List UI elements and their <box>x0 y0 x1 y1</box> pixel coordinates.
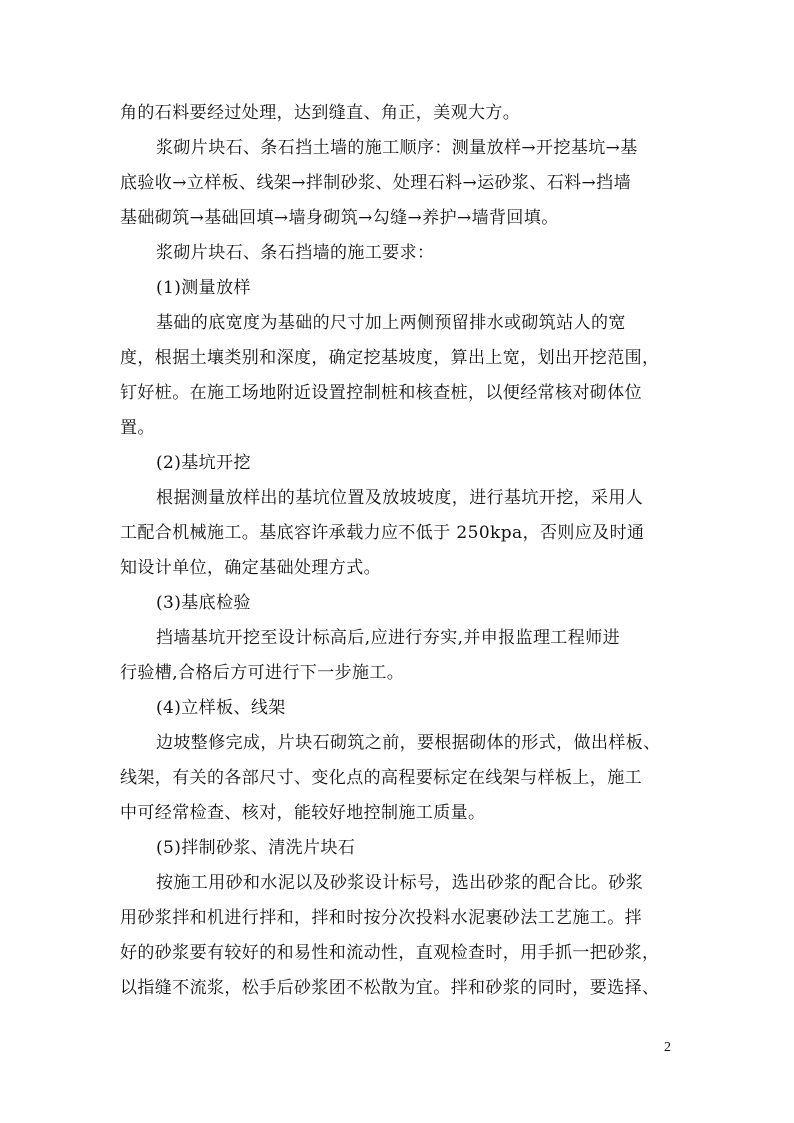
text-line: 以指缝不流浆，松手后砂浆团不松散为宜。拌和砂浆的同时，要选择、 <box>120 978 660 998</box>
section-heading: (5)拌制砂浆、清洗片块石 <box>156 838 356 858</box>
text-line: 线架，有关的各部尺寸、变化点的高程要标定在线架与样板上，施工 <box>120 768 642 788</box>
text-line: 基础砌筑→基础回填→墙身砌筑→勾缝→养护→墙背回填。 <box>120 208 559 228</box>
text-line: 底验收→立样板、线架→拌制砂浆、处理石料→运砂浆、石料→挡墙 <box>120 173 631 193</box>
section-heading: (2)基坑开挖 <box>156 453 251 473</box>
text-line: 用砂浆拌和机进行拌和，拌和时按分次投料水泥裹砂法工艺施工。拌 <box>120 908 642 928</box>
text-line: 工配合机械施工。基底容许承载力应不低于 250kpa，否则应及时通 <box>120 523 645 543</box>
section-heading: (3)基底检验 <box>156 593 251 613</box>
text-line: 行验槽,合格后方可进行下一步施工。 <box>120 663 405 683</box>
section-heading: (1)测量放样 <box>156 278 251 298</box>
text-line: 置。 <box>120 418 155 438</box>
text-line: 中可经常检查、核对，能较好地控制施工质量。 <box>120 803 486 823</box>
text-line: 挡墙基坑开挖至设计标高后,应进行夯实,并申报监理工程师进 <box>156 628 621 648</box>
text-line: 好的砂浆要有较好的和易性和流动性，直观检查时，用手抓一把砂浆， <box>120 943 660 963</box>
page-number: 2 <box>664 1040 671 1055</box>
text-line: 根据测量放样出的基坑位置及放坡坡度，进行基坑开挖，采用人 <box>156 488 644 508</box>
text-line: 浆砌片块石、条石挡土墙的施工顺序：测量放样→开挖基坑→基 <box>156 138 638 158</box>
text-line: 度，根据土壤类别和深度，确定挖基坡度，算出上宽，划出开挖范围， <box>120 348 660 368</box>
text-line: 按施工用砂和水泥以及砂浆设计标号，选出砂浆的配合比。砂浆 <box>156 873 644 893</box>
text-line: 角的石料要经过处理，达到缝直、角正，美观大方。 <box>120 103 521 123</box>
text-line: 边坡整修完成，片块石砌筑之前，要根据砌体的形式，做出样板、 <box>156 733 661 753</box>
text-line: 基础的底宽度为基础的尺寸加上两侧预留排水或砌筑站人的宽 <box>156 313 626 333</box>
section-heading: (4)立样板、线架 <box>156 698 286 718</box>
body-text <box>120 96 680 1006</box>
text-line: 浆砌片块石、条石挡墙的施工要求： <box>156 243 435 263</box>
text-line: 钉好桩。在施工场地附近设置控制桩和核查桩，以便经常核对砌体位 <box>120 383 642 403</box>
text-line: 知设计单位，确定基础处理方式。 <box>120 558 381 578</box>
